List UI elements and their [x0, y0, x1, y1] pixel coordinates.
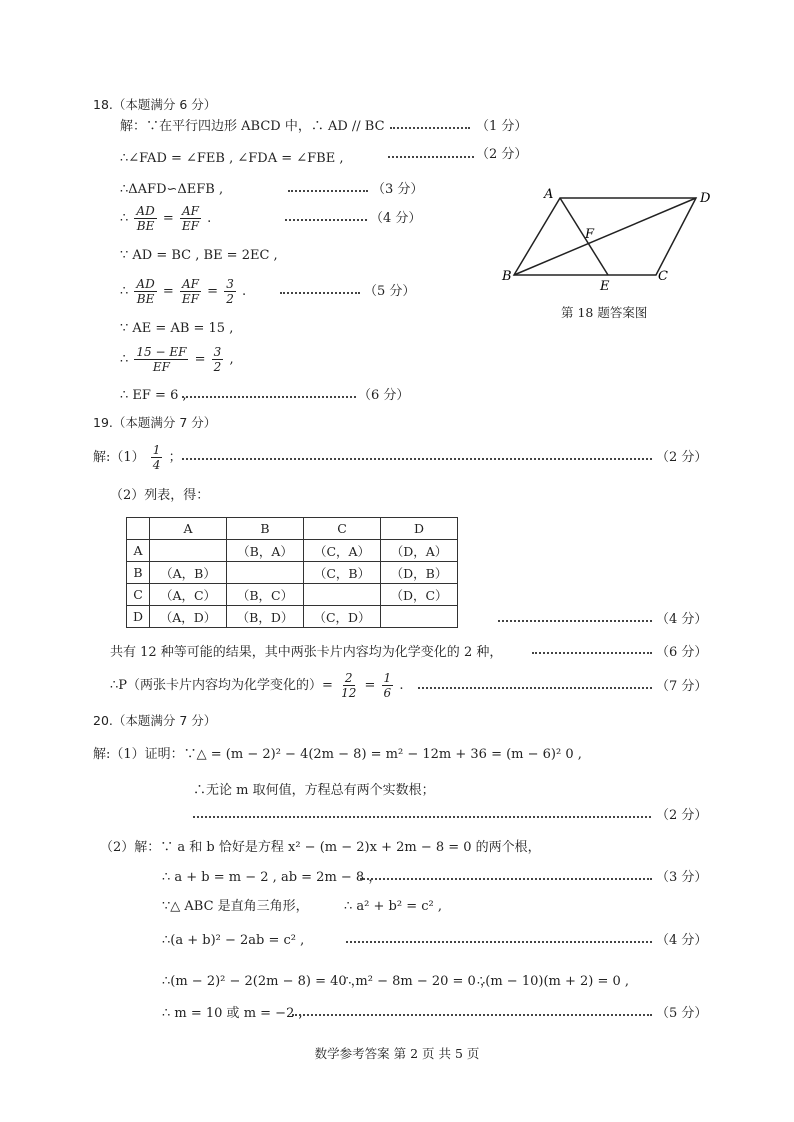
- q19-score3: （6 分）: [656, 645, 708, 660]
- q20-line7b: ∴ m² − 8m − 20 = 0 ，: [343, 974, 493, 989]
- segment-ae: [560, 198, 608, 275]
- label-b: B: [502, 269, 512, 284]
- q20-line3: （2）解：∵ a 和 b 恰好是方程 x² − (m − 2)x + 2m − 8 = 0 的两个根，: [100, 840, 541, 855]
- q20-line6: ∴(a + b)² − 2ab = c² ,: [162, 933, 305, 948]
- fraction: $\frac{AF}{EF}$: [181, 277, 199, 306]
- q19-part1: 解:（1） $\frac{1}{4}$ ；: [93, 443, 182, 472]
- q20-header: 20.（本题满分 7 分）: [93, 713, 217, 728]
- fraction: $\frac{AD}{BE}$: [136, 277, 155, 306]
- leader-dots: [390, 127, 470, 129]
- label-c: C: [658, 269, 668, 284]
- q20-line7a: ∴(m − 2)² − 2(2m − 8) = 40 ，: [162, 974, 364, 989]
- q18-score4: （4 分）: [370, 211, 422, 226]
- table-header-row: A B C D: [127, 518, 458, 540]
- q20-line7c: ∴(m − 10)(m + 2) = 0 ,: [477, 974, 630, 989]
- table-row: D （A，D） （B，D） （C，D）: [127, 606, 458, 628]
- q19-score4: （7 分）: [656, 679, 708, 694]
- fraction: $\frac{AD}{BE}$: [136, 204, 155, 233]
- q18-line5: ∵ AD = BC , BE = 2EC ,: [120, 248, 278, 263]
- leader-dots: [346, 941, 652, 943]
- leader-dots: [280, 292, 360, 294]
- table-row: C （A，C） （B，C） （D，C）: [127, 584, 458, 606]
- leader-dots: [288, 190, 368, 192]
- q18-line9: ∴ EF = 6 ,: [120, 388, 187, 403]
- q18-line3: ∴ΔAFD∽ΔEFB ,: [120, 182, 224, 197]
- fraction: $\frac{2}{12}$: [341, 671, 357, 700]
- leader-dots: [292, 1014, 652, 1016]
- leader-dots: [193, 816, 651, 818]
- q20-line5b: ∴ a² + b² = c² ,: [344, 899, 442, 914]
- q20-line5a: ∵△ ABC 是直角三角形，: [162, 899, 309, 914]
- q20-score2: （3 分）: [656, 870, 708, 885]
- leader-dots: [498, 620, 652, 622]
- segment-bd: [514, 198, 696, 275]
- q20-score3: （4 分）: [656, 933, 708, 948]
- q20-line4: ∴ a + b = m − 2 , ab = 2m − 8 ，: [162, 870, 382, 885]
- q18-header: 18.（本题满分 6 分）: [93, 97, 217, 112]
- parallelogram-figure: [496, 186, 716, 296]
- table-row: A （B，A） （C，A） （D，A）: [127, 540, 458, 562]
- page-footer: 数学参考答案 第 2 页 共 5 页: [314, 1046, 480, 1061]
- leader-dots: [285, 219, 367, 221]
- leader-dots: [182, 458, 652, 460]
- leader-dots: [532, 652, 652, 654]
- q20-score1: （2 分）: [656, 808, 708, 823]
- leader-dots: [182, 396, 356, 398]
- table-row: B （A，B） （C，B） （D，B）: [127, 562, 458, 584]
- q18-line4: ∴ $\frac{AD}{BE}$ = $\frac{AF}{EF}$ .: [120, 204, 212, 233]
- q18-line1: 解：∵在平行四边形 ABCD 中，∴ AD // BC: [120, 119, 385, 134]
- q18-line7: ∵ AE = AB = 15 ,: [120, 321, 234, 336]
- q19-header: 19.（本题满分 7 分）: [93, 415, 217, 430]
- leader-dots: [360, 878, 652, 880]
- q19-probability: ∴P（两张卡片内容均为化学变化的）= $\frac{2}{12}$ = $\frac{1}{6}$ .: [110, 671, 404, 700]
- fraction: $\frac{AF}{EF}$: [181, 204, 199, 233]
- q18-line8: ∴ $\frac{15 - EF}{EF}$ = $\frac{3}{2}$ ,: [120, 345, 234, 374]
- q19-score1: （2 分）: [656, 450, 708, 465]
- q18-score1: （1 分）: [476, 119, 528, 134]
- leader-dots: [388, 156, 474, 158]
- fraction: $\frac{15 - EF}{EF}$: [136, 345, 187, 374]
- fraction: $\frac{3}{2}$: [213, 345, 222, 374]
- q19-part2: （2）列表，得：: [110, 488, 210, 503]
- q20-line2: ∴无论 m 取何值，方程总有两个实数根；: [193, 783, 435, 798]
- q19-total: 共有 12 种等可能的结果，其中两张卡片内容均为化学变化的 2 种，: [110, 645, 503, 660]
- label-f: F: [585, 227, 595, 242]
- fraction: $\frac{1}{4}$: [152, 443, 161, 472]
- label-d: D: [700, 191, 711, 206]
- label-e: E: [600, 279, 610, 294]
- q20-score4: （5 分）: [656, 1006, 708, 1021]
- q18-score6: （6 分）: [358, 388, 410, 403]
- q18-score5: （5 分）: [364, 284, 416, 299]
- fraction: $\frac{3}{2}$: [226, 277, 234, 306]
- q18-line2: ∴∠FAD = ∠FEB , ∠FDA = ∠FBE ,: [120, 151, 344, 166]
- q20-line8: ∴ m = 10 或 m = −2 ,: [162, 1006, 303, 1021]
- outcome-table: [126, 517, 458, 628]
- figure-caption: 第 18 题答案图: [561, 305, 648, 320]
- q18-score2: （2 分）: [476, 147, 528, 162]
- q20-line1: 解:（1）证明：∵△ = (m − 2)² − 4(2m − 8) = m² − 12m + 36 = (m − 6)² 0 ,: [93, 747, 582, 762]
- fraction: $\frac{1}{6}$: [383, 671, 392, 700]
- label-a: A: [544, 187, 554, 202]
- leader-dots: [418, 687, 652, 689]
- q18-line6: ∴ $\frac{AD}{BE}$ = $\frac{AF}{EF}$ = $\frac{3}{2}$ .: [120, 277, 247, 306]
- q19-score2: （4 分）: [656, 612, 708, 627]
- q18-score3: （3 分）: [372, 182, 424, 197]
